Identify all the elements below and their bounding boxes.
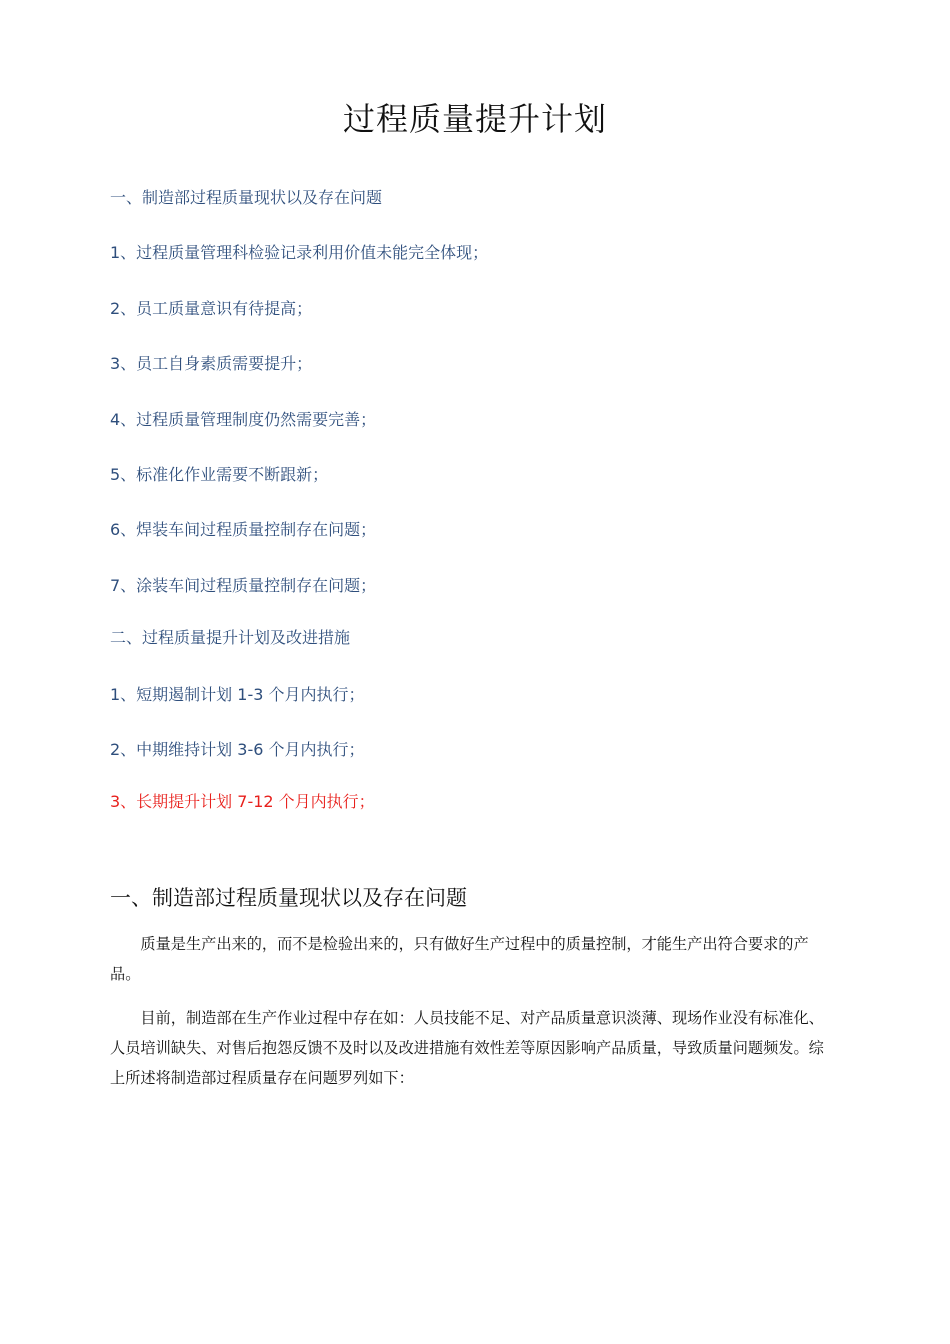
body-paragraph-1: 质量是生产出来的，而不是检验出来的，只有做好生产过程中的质量控制，才能生产出符合要求的产品。 [110, 935, 809, 983]
toc-item-1-2: 2、员工质量意识有待提高； [110, 299, 313, 318]
toc-item-section-2: 二、过程质量提升计划及改进措施 [110, 628, 351, 647]
toc-item-1-1: 1、过程质量管理科检验记录利用价值未能完全体现； [110, 243, 489, 262]
toc-item-1-6: 6、焊装车间过程质量控制存在问题； [110, 520, 377, 539]
toc-item-2-2: 2、中期维持计划 3-6 个月内执行； [110, 740, 365, 759]
toc-item-2-3: 3、长期提升计划 7-12 个月内执行； [110, 792, 375, 811]
toc-item-2-1: 1、短期遏制计划 1-3 个月内执行； [110, 685, 365, 704]
toc-item-section-1: 一、制造部过程质量现状以及存在问题 [110, 188, 383, 207]
toc-item-1-7: 7、涂装车间过程质量控制存在问题； [110, 576, 377, 595]
toc-item-1-3: 3、员工自身素质需要提升； [110, 354, 313, 373]
toc-item-1-4: 4、过程质量管理制度仍然需要完善； [110, 410, 377, 429]
section-heading-1: 一、制造部过程质量现状以及存在问题 [110, 886, 467, 910]
toc-item-1-5: 5、标准化作业需要不断跟新； [110, 465, 329, 484]
document-title: 过程质量提升计划 [342, 100, 607, 138]
body-paragraph-2: 目前，制造部在生产作业过程中存在如：人员技能不足、对产品质量意识淡薄、现场作业没有标准化、人员培训缺失、对售后抱怨反馈不及时以及改进措施有效性差等原因影响产品质量，导致质量问题频发。综上所述将制造部过程质量存在问题罗列如下： [110, 1009, 824, 1087]
